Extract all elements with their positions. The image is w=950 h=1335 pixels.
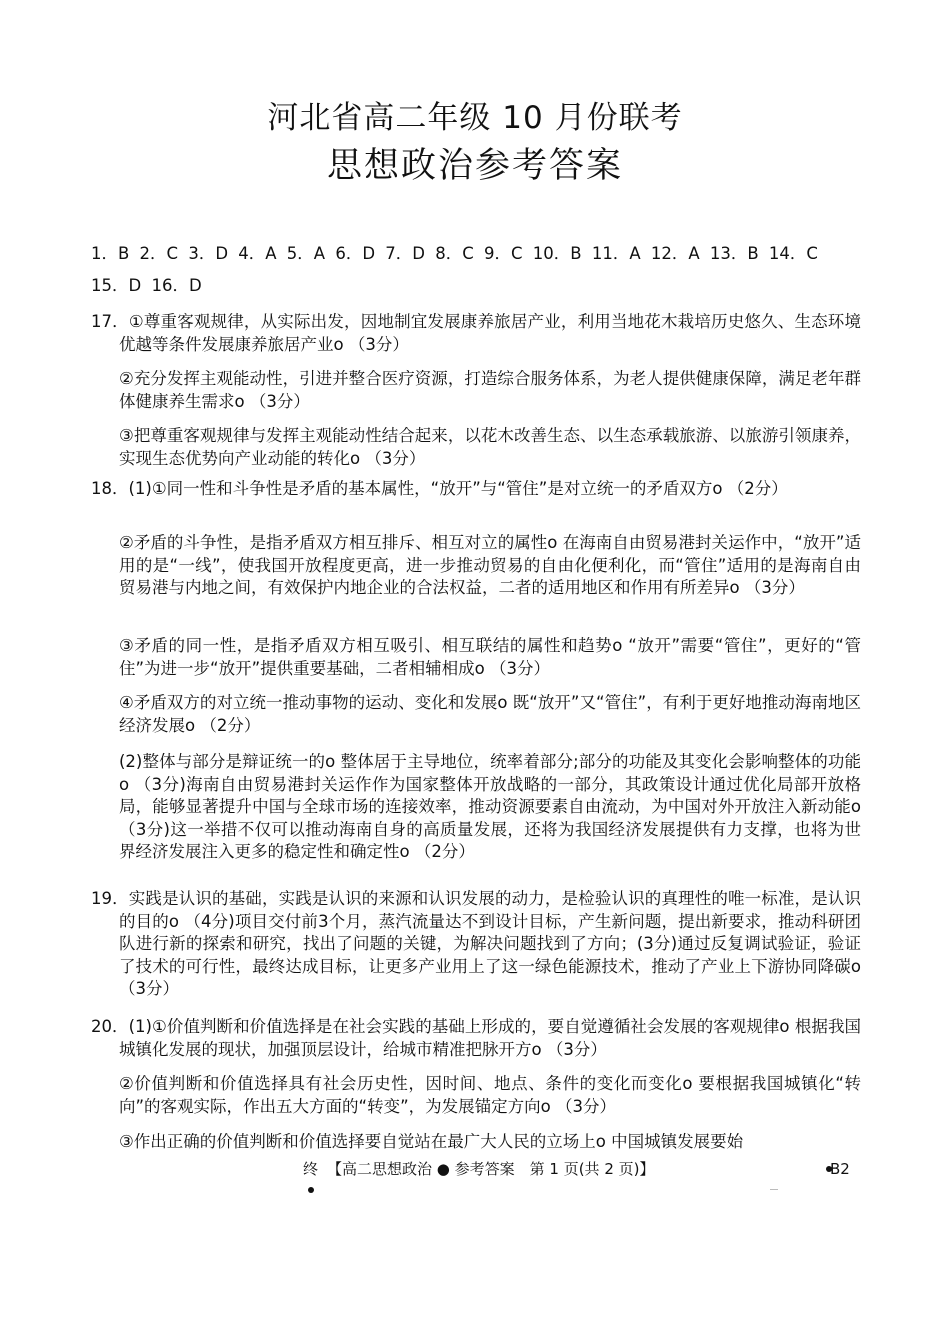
q19-answer: 19．实践是认识的基础，实践是认识的来源和认识发展的动力，是检验认识的真理性的唯一标准，是认识的目的o （4分)项目交付前3个月，蒸汽流量达不到设计目标，产生新问题，提出新要求，推动科研团队进行新的探索和研究，找出了问题的关键，为解决问题找到了方向；(3分)通过反复调试验证，验证了技术的可行性，最终达成目标，让更多产业用上了这一绿色能源技术，推动了产业上下游协同降碳o （3分） [91, 889, 861, 998]
q20-point-1: 20．(1)①价值判断和价值选择是在社会实践的基础上形成的，要自觉遵循社会发展的客观规律o 根据我国城镇化发展的现状，加强顶层设计，给城市精准把脉开方o （3分） [91, 1017, 861, 1059]
q18-point-1: 18．(1)①同一性和斗争性是矛盾的基本属性，“放开”与“管住”是对立统一的矛盾双方o （2分） [91, 479, 788, 498]
q17-point-1: 17．①尊重客观规律，从实际出发，因地制宜发展康养旅居产业，利用当地花木栽培历史悠久、生态环境优越等条件发展康养旅居产业o （3分） [91, 312, 861, 354]
q17-point-2: ②充分发挥主观能动性，引进并整合医疗资源，打造综合服务体系，为老人提供健康保障，满足老年群体健康养生需求o （3分） [119, 369, 861, 411]
footer-continuation: 终 [303, 1160, 319, 1178]
footer-page-label: 【高二思想政治 ● 参考答案 第 1 页(共 2 页)】 [327, 1160, 655, 1178]
q17-point-3: ③把尊重客观规律与发挥主观能动性结合起来，以花木改善生态、以生态承载旅游、以旅游引领康养，实现生态优势向产业动能的转化o （3分） [119, 426, 861, 468]
document-title: 思想政治参考答案 [326, 146, 623, 186]
choice-answers-line-2: 15．D 16．D [91, 276, 202, 295]
choice-answers-line-1: 1．B 2．C 3．D 4．A 5．A 6．D 7．D 8．C 9．C 10．B 11．A 12．A 13．B 14．C [91, 244, 818, 263]
q18-part-2: (2)整体与部分是辩证统一的o 整体居于主导地位，统率着部分;部分的功能及其变化会影响整体的功能o （3分)海南自由贸易港封关运作作为国家整体开放战略的一部分，其政策设计通过优化局部开放格局，能够显著提升中国与全球市场的连接效率，推动资源要素自由流动，为中国对外开放注入新动能o （3分)这一举措不仅可以推动海南自身的高质量发展，还将为我国经济发展提供有力支撑，也将为世界经济发展注入更多的稳定性和确定性o （2分） [119, 752, 861, 861]
q18-point-4: ④矛盾双方的对立统一推动事物的运动、变化和发展o 既“放开”又“管住”，有利于更好地推动海南地区经济发展o （2分） [119, 693, 861, 735]
footer-code: B2 [830, 1160, 850, 1178]
q18-point-3: ③矛盾的同一性，是指矛盾双方相互吸引、相互联结的属性和趋势o “放开”需要“管住”，更好的“管住”为进一步“放开”提供重要基础，二者相辅相成o （3分） [119, 636, 861, 678]
q20-point-2: ②价值判断和价值选择具有社会历史性，因时间、地点、条件的变化而变化o 要根据我国城镇化“转向”的客观实际，作出五大方面的“转变”，为发展锚定方向o （3分） [119, 1074, 861, 1116]
scan-speck [770, 1189, 778, 1190]
q20-point-3: ③作出正确的价值判断和价值选择要自觉站在最广大人民的立场上o 中国城镇发展要始 [119, 1132, 744, 1151]
bullet-dot-icon [308, 1187, 314, 1193]
q18-point-2: ②矛盾的斗争性，是指矛盾双方相互排斥、相互对立的属性o 在海南自由贸易港封关运作中，“放开”适用的是“一线”，使我国开放程度更高，进一步推动贸易的自由化便利化，而“管住”适用的是海南自由贸易港与内地之间，有效保护内地企业的合法权益，二者的适用地区和作用有所差异o （3分） [119, 533, 861, 597]
page-footer [0, 1159, 950, 1199]
exam-title: 河北省高二年级 10 月份联考 [267, 100, 683, 136]
